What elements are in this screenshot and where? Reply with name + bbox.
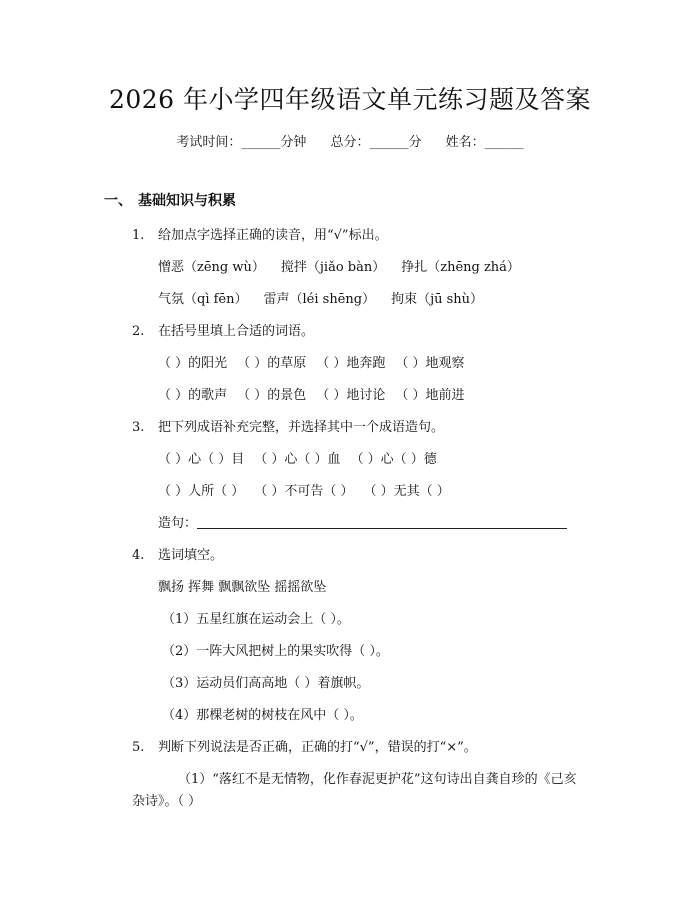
section-number: 一、 bbox=[104, 193, 132, 209]
fill-item: （ ）地前进 bbox=[395, 388, 465, 403]
question-3 bbox=[132, 416, 444, 435]
question-number: 5. bbox=[132, 740, 145, 755]
choice-item: （3）运动员们高高地（ ）着旗帜。 bbox=[162, 676, 370, 691]
pinyin-item: 雷声（léi shēng） bbox=[263, 292, 376, 307]
page-title: 2026 年小学四年级语文单元练习题及答案 bbox=[108, 85, 592, 114]
exam-meta bbox=[0, 131, 700, 150]
fill-item: （ ）地奔跑 bbox=[316, 356, 386, 371]
idiom-item: （ ）心（ ）血 bbox=[254, 452, 341, 467]
fill-item: （ ）的阳光 bbox=[158, 356, 228, 371]
fill-row-2 bbox=[158, 384, 475, 403]
question-number: 1. bbox=[132, 228, 145, 243]
idiom-row-2 bbox=[158, 480, 460, 499]
fill-item: （ ）地观察 bbox=[395, 356, 465, 371]
idiom-item: （ ）无其（ ） bbox=[363, 484, 450, 499]
fill-item: （ ）的景色 bbox=[237, 388, 307, 403]
question-prompt: 选词填空。 bbox=[158, 548, 224, 563]
sentence-line bbox=[158, 512, 567, 531]
idiom-item: （ ）心（ ）目 bbox=[158, 452, 245, 467]
section-title: 基础知识与积累 bbox=[138, 193, 236, 209]
question-prompt: 判断下列说法是否正确，正确的打“√”，错误的打“×”。 bbox=[158, 740, 477, 755]
question-prompt: 把下列成语补充完整，并选择其中一个成语造句。 bbox=[158, 420, 445, 435]
word-bank: 飘扬 挥舞 飘飘欲坠 摇摇欲坠 bbox=[158, 580, 327, 595]
question-4 bbox=[132, 544, 223, 563]
pinyin-item: 憎恶（zēng wù） bbox=[158, 260, 265, 275]
pinyin-row-1 bbox=[158, 256, 536, 275]
sentence-label: 造句： bbox=[158, 516, 198, 531]
section-heading bbox=[104, 190, 236, 210]
idiom-item: （ ）人所（ ） bbox=[158, 484, 245, 499]
idiom-row-1 bbox=[158, 448, 447, 467]
idiom-item: （ ）心（ ）德 bbox=[350, 452, 437, 467]
total-score-field: 总分：______分 bbox=[330, 135, 422, 150]
fill-item: （ ）的歌声 bbox=[158, 388, 228, 403]
choice-item: （2）一阵大风把树上的果实吹得（ ）。 bbox=[162, 644, 389, 659]
question-number: 3. bbox=[132, 420, 145, 435]
fill-row-1 bbox=[158, 352, 475, 371]
question-2 bbox=[132, 320, 314, 339]
fill-item: （ ）地讨论 bbox=[316, 388, 386, 403]
pinyin-item: 拘束（jū shù） bbox=[391, 292, 484, 307]
choice-item: （1）五星红旗在运动会上（ ）。 bbox=[162, 612, 350, 627]
sentence-answer-blank[interactable] bbox=[197, 516, 567, 529]
idiom-item: （ ）不可告（ ） bbox=[254, 484, 354, 499]
judge-item-line-2: 杂诗》。（ ） bbox=[132, 794, 202, 809]
judge-item-line-1: （1）“落红不是无情物，化作春泥更护花”这句诗出自龚自珍的《己亥 bbox=[178, 772, 577, 787]
question-1 bbox=[132, 224, 388, 243]
pinyin-item: 搅拌（jiǎo bàn） bbox=[280, 260, 386, 275]
choice-item: （4）那棵老树的树枝在风中（ ）。 bbox=[162, 708, 363, 723]
question-prompt: 在括号里填上合适的词语。 bbox=[158, 324, 315, 339]
question-5 bbox=[132, 736, 477, 755]
student-name-field: 姓名：______ bbox=[445, 135, 524, 150]
question-number: 2. bbox=[132, 324, 145, 339]
exam-time-field: 考试时间：______分钟 bbox=[176, 135, 307, 150]
pinyin-row-2 bbox=[158, 288, 499, 307]
question-number: 4. bbox=[132, 548, 145, 563]
question-prompt: 给加点字选择正确的读音，用“√”标出。 bbox=[158, 228, 388, 243]
pinyin-item: 气氛（qì fēn） bbox=[158, 292, 248, 307]
pinyin-item: 挣扎（zhēng zhá） bbox=[401, 260, 520, 275]
fill-item: （ ）的草原 bbox=[237, 356, 307, 371]
